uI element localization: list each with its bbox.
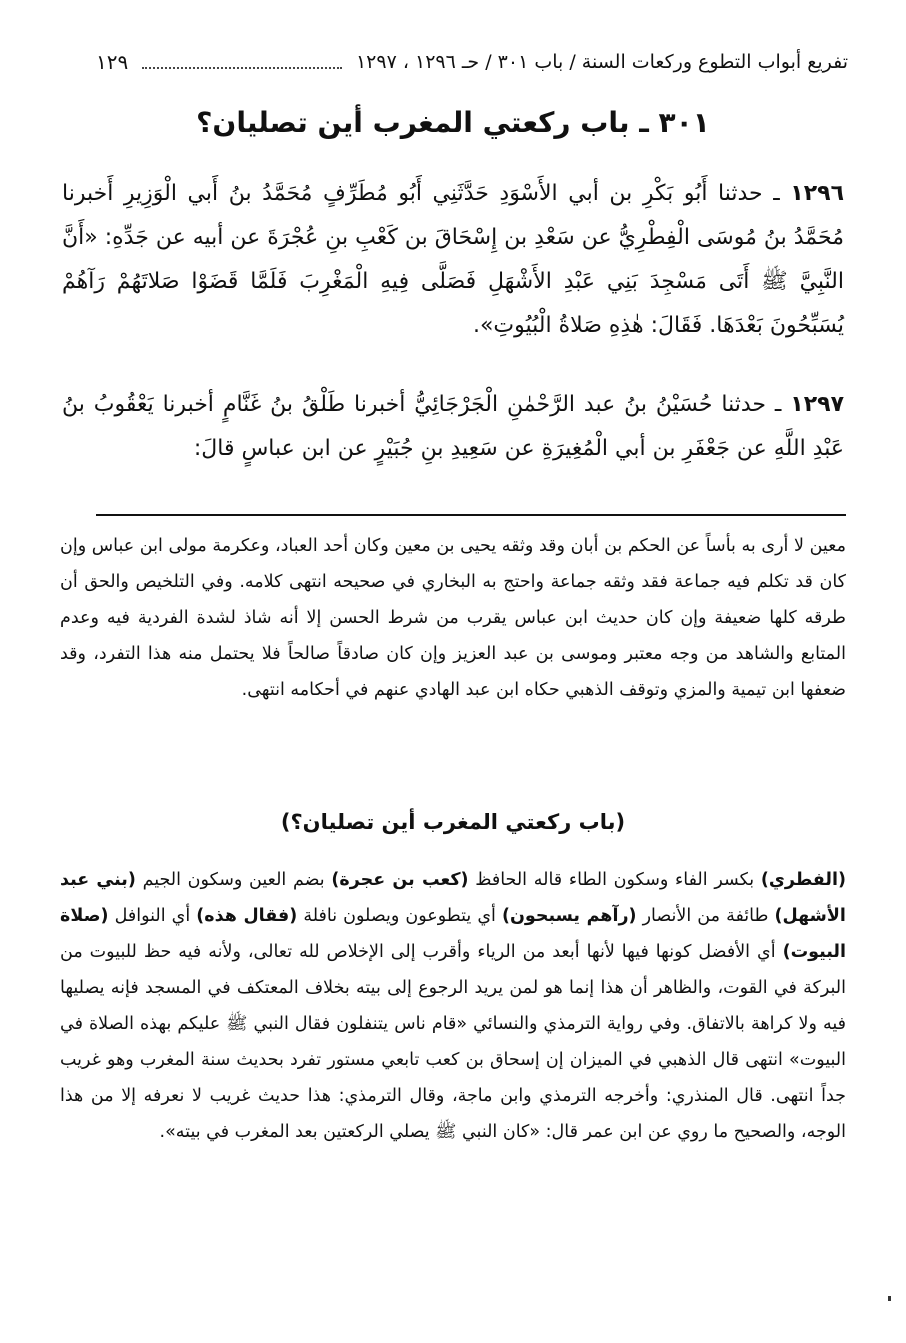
commentary-text: أي النوافل (114, 906, 191, 926)
dotted-leader (142, 67, 342, 69)
hadith-1296 (62, 172, 844, 362)
commentary-term: (الفطري) (760, 870, 846, 890)
running-header (96, 42, 848, 82)
hadith-text: ـ حدثنا حُسَيْنُ بنُ عبد الرَّحْمٰنِ الْجَرْجَائِيُّ أخبرنا طَلْقُ بنُ غَنَّامٍ أخبرنا يَعْقُوبُ بنُ عَبْدِ اللَّهِ عن جَعْفَرِ بن أبي الْمُغِيرَةِ عن سَعِيدِ بنِ جُبَيْرٍ عن ابن عباسٍ قالَ: (62, 392, 844, 461)
hadith-number: ١٢٩٧ (790, 392, 844, 417)
hadith-1297 (62, 383, 844, 493)
commentary-term: (كعب بن عجرة) (331, 870, 469, 890)
running-title: تفريع أبواب التطوع وركعات السنة / باب ٣٠١ / حـ ١٢٩٦ ، ١٢٩٧ (355, 51, 848, 73)
commentary-text: طائفة من الأنصار (642, 906, 769, 926)
footnote-divider (96, 514, 846, 516)
hadith-text: ـ حدثنا أَبُو بَكْرِ بن أبي الأَسْوَدِ حَدَّثَنِي أَبُو مُطَرِّفٍ مُحَمَّدُ بنُ أَبي الْوَزِيرِ أَخبرنا مُحَمَّدُ بنُ مُوسَى الْفِطْرِيُّ عن سَعْدِ بن إِسْحَاقَ بن كَعْبِ بنِ عُجْرَةَ عن أبيه عن جَدِّهِ: «أَنَّ النَّبِيَّ ﷺ أَتَى مَسْجِدَ بَنِي عَبْدِ الأَشْهَلِ فَصَلَّى فِيهِ الْمَغْرِبَ فَلَمَّا قَضَوْا صَلاتَهُمْ رَآهُمْ يُسَبِّحُونَ بَعْدَهَا. فَقَالَ: هٰذِهِ صَلاةُ الْبُيُوتِ». (62, 181, 844, 338)
commentary-term: (بني عبد الأشهل) (60, 870, 846, 926)
chapter-title: ٣٠١ ـ باب ركعتي المغرب أين تصليان؟ (196, 106, 710, 139)
commentary-term: (فقال هذه) (196, 906, 298, 926)
commentary-term: (صلاة البيوت) (60, 906, 846, 962)
commentary-text: أي الأفضل كونها فيها لأنها أبعد من الرياء وأقرب إلى الإخلاص لله تعالى، ولأنه فيه حظ للبيوت من البركة في القوت، والظاهر أن هذا إنما هو لمن يريد الرجوع إلى بيته بخلاف المعتكف في المسجد فإنه يصليها فيه ولا كراهة بالاتفاق. وفي رواية الترمذي والنسائي «قام ناس يتنفلون فقال النبي ﷺ عليكم بهذه الصلاة في البيوت» انتهى قال الذهبي في الميزان إن إسحاق بن كعب تابعي مستور تفرد بحديث سنة المغرب وهو غريب جداً انتهى. قال المنذري: وأخرجه الترمذي وابن ماجة، وقال الترمذي: هذا حديث غريب لا نعرفه إلا من هذا الوجه، والصحيح ما روي عن ابن عمر قال: «كان النبي ﷺ يصلي الركعتين بعد المغرب في بيته». (60, 942, 846, 1142)
commentary-text: أي يتطوعون ويصلون نافلة (303, 906, 496, 926)
commentary-section-title: (باب ركعتي المغرب أين تصليان؟) (280, 810, 626, 834)
hadith-number: ١٢٩٦ (790, 181, 844, 206)
page-number: ١٢٩ (96, 50, 129, 74)
commentary-main (60, 862, 846, 1282)
commentary-text: بكسر الفاء وسكون الطاء قاله الحافظ (475, 870, 755, 890)
commentary-text: بضم العين وسكون الجيم (142, 870, 325, 890)
commentary-continued: معين لا أرى به بأساً عن الحكم بن أبان وقد وثقه يحيى بن معين وكان أحد العباد، وعكرمة مولى ابن عباس وإن كان قد تكلم فيه جماعة فقد وثقه جماعة واحتج به البخاري في صحيحه انتهى كلامه. وفي التلخيص والحق أن طرقه كلها ضعيفة وإن كان حديث ابن عباس يقرب من شرط الحسن إلا أنه شاذ لشدة الفردية فيه وعدم المتابع والشاهد من وجه معتبر وموسى بن عبد العزيز وإن كان صادقاً صالحاً فلا يحتمل منه هذا التفرد، وقد ضعفها ابن تيمية والمزي وتوقف الذهبي حكاه ابن عبد الهادي عنهم في أحكامه انتهى. (60, 536, 846, 700)
scan-mark (888, 1296, 891, 1301)
commentary-term: (رآهم يسبحون) (501, 906, 637, 926)
